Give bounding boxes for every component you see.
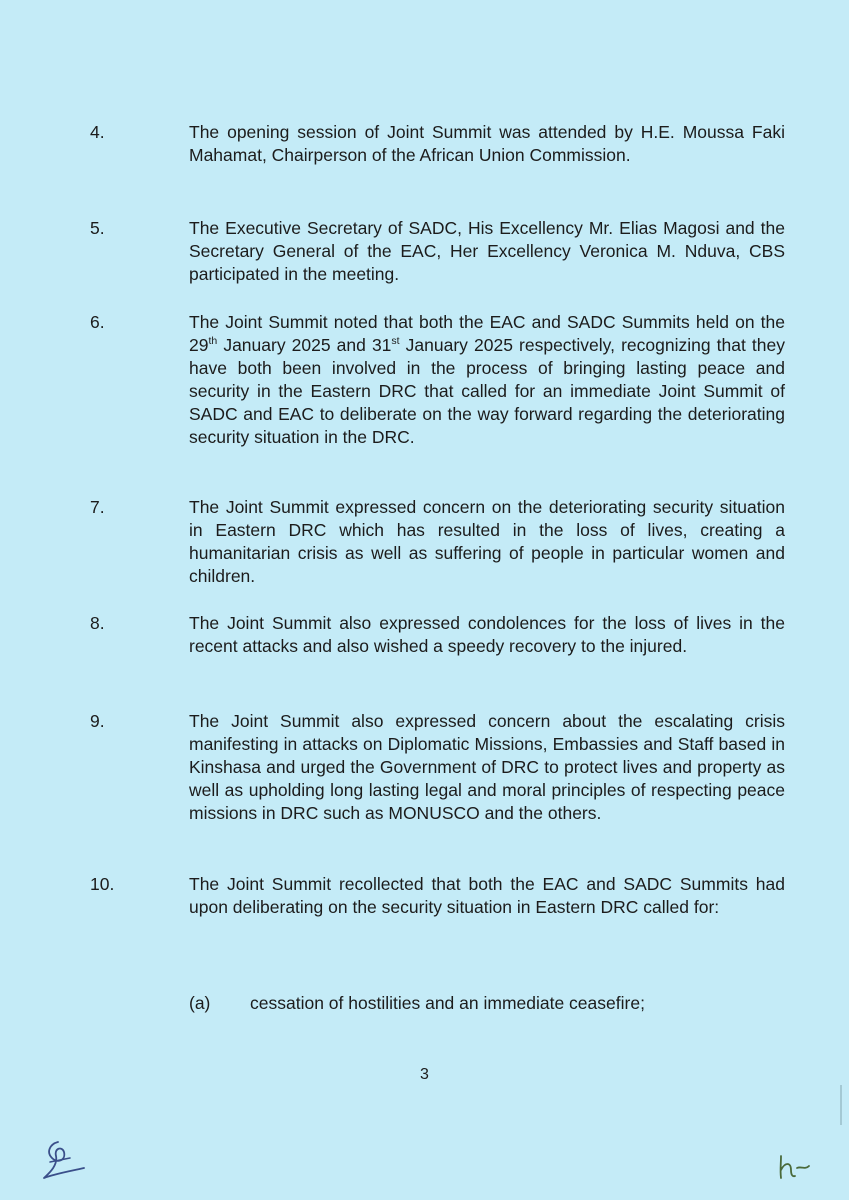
handwritten-initial-right bbox=[775, 1150, 815, 1184]
paragraph-text: The Joint Summit recollected that both the EAC and SADC Summits had upon deliberating on the security situation in Eastern DRC called for: bbox=[189, 874, 785, 917]
paragraph-number: 5. bbox=[90, 218, 105, 238]
paragraph-text: The Executive Secretary of SADC, His Excellency Mr. Elias Magosi and the Secretary General of the EAC, Her Excellency Veronica M. Nduva, CBS participated in the meeting. bbox=[189, 218, 785, 284]
paragraph-text: The Joint Summit also expressed condolences for the loss of lives in the recent attacks and also wished a speedy recovery to the injured. bbox=[189, 613, 785, 656]
sub-item-text: cessation of hostilities and an immediate ceasefire; bbox=[250, 993, 645, 1013]
paragraph-number: 9. bbox=[90, 711, 105, 731]
paragraph-number: 6. bbox=[90, 312, 105, 332]
ordinal-superscript: st bbox=[391, 335, 400, 348]
ordinal-superscript: th bbox=[208, 335, 218, 348]
paragraph-text: The opening session of Joint Summit was attended by H.E. Moussa Faki Mahamat, Chairperson of the African Union Commission. bbox=[189, 122, 785, 165]
paragraph-number: 7. bbox=[90, 497, 105, 517]
handwritten-initial-left bbox=[36, 1138, 96, 1184]
paragraph-number: 10. bbox=[90, 874, 115, 894]
scan-edge-mark bbox=[840, 1085, 842, 1125]
paragraph-text: The Joint Summit also expressed concern about the escalating crisis manifesting in attacks on Diplomatic Missions, Embassies and Staff based in Kinshasa and urged the Government of DRC to protect lives and property as well as upholding long lasting legal and moral principles of respecting peace missions in DRC such as MONUSCO and the others. bbox=[189, 711, 785, 823]
sub-item-label: (a) bbox=[189, 993, 211, 1013]
paragraph-text: The Joint Summit noted that both the EAC and SADC Summits held on the 29th January 2025 and 31st January 2025 respectively, recognizing that they have both been involved in the process of bringing lasting peace and security in the Eastern DRC that called for an immediate Joint Summit of SADC and EAC to deliberate on the way forward regarding the deteriorating security situation in the DRC. bbox=[189, 312, 785, 447]
paragraph-number: 4. bbox=[90, 122, 105, 142]
paragraph-text: The Joint Summit expressed concern on the deteriorating security situation in Eastern DRC which has resulted in the loss of lives, creating a humanitarian crisis as well as suffering of people in particular women and children. bbox=[189, 497, 785, 586]
page-number: 3 bbox=[420, 1066, 429, 1083]
paragraph-number: 8. bbox=[90, 613, 105, 633]
